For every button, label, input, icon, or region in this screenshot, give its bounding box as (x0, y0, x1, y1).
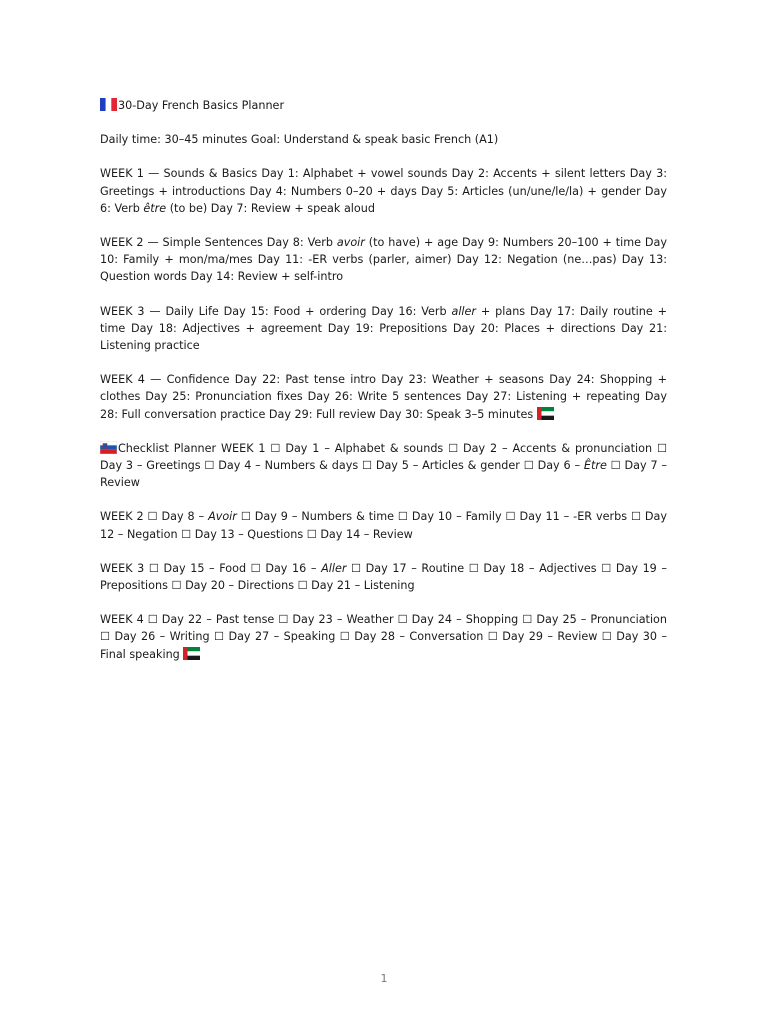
title-text: 30-Day French Basics Planner (118, 99, 285, 112)
checklist-aller: Aller (321, 561, 347, 575)
week-2-paragraph: WEEK 2 — Simple Sentences Day 8: Verb avoir (to have) + age Day 9: Numbers 20–100 + time Day 10: Family + mon/ma/mes Day 11: -ER verbs (parler, aimer) Day 12: Negation (ne…pas) Day 13: Question words Day 14: Review + self-intro (100, 236, 667, 284)
checklist-avoir: Avoir (208, 510, 237, 524)
slovenia-flag-icon (100, 441, 117, 454)
verb-aller: aller (451, 304, 477, 318)
uae-flag-icon (537, 407, 554, 420)
page-number: 1 (380, 972, 388, 985)
week-3-paragraph: WEEK 3 — Daily Life Day 15: Food + ordering Day 16: Verb aller + plans Day 17: Daily routine + time Day 18: Adjectives + agreement Day 19: Prepositions Day 20: Places + directions Day 21: Listening practice (100, 304, 667, 353)
checklist-etre: Être (583, 459, 607, 473)
checklist-week-1: Checklist Planner WEEK 1 ☐ Day 1 – Alphabet & sounds ☐ Day 2 – Accents & pronunciation ☐ Day 3 – Greetings ☐ Day 4 – Numbers & days ☐ Day 5 – Articles & gender ☐ Day 6 – Être ☐ Day 7 – Review (100, 441, 667, 490)
document-title (100, 97, 667, 114)
france-flag-icon (100, 98, 117, 111)
week-4-paragraph: WEEK 4 — Confidence Day 22: Past tense intro Day 23: Weather + seasons Day 24: Shopping + clothes Day 25: Pronunciation fixes Day 26: Write 5 sentences Day 27: Listening + repeating Day 28: Full conversation practice Day 29: Full review Day 30: Speak 3–5 minutes (100, 373, 667, 421)
verb-etre: être (143, 201, 167, 215)
document-page (100, 97, 667, 680)
uae-flag-icon (183, 647, 200, 660)
week-1-paragraph: WEEK 1 — Sounds & Basics Day 1: Alphabet + vowel sounds Day 2: Accents + silent letters Day 3: Greetings + introductions Day 4: Numbers 0–20 + days Day 5: Articles (un/une/le/la) + gender Day 6: Verb être (to be) Day 7: Review + speak aloud (100, 167, 667, 215)
verb-avoir: avoir (336, 236, 365, 250)
intro-line: Daily time: 30–45 minutes Goal: Understand & speak basic French (A1) (100, 133, 499, 147)
checklist-week-3: WEEK 3 ☐ Day 15 – Food ☐ Day 16 – Aller ☐ Day 17 – Routine ☐ Day 18 – Adjectives ☐ Day 19 – Prepositions ☐ Day 20 – Directions ☐ Day 21 – Listening (100, 561, 668, 593)
checklist-week-2: WEEK 2 ☐ Day 8 – Avoir ☐ Day 9 – Numbers & time ☐ Day 10 – Family ☐ Day 11 – -ER verbs ☐ Day 12 – Negation ☐ Day 13 – Questions ☐ Day 14 – Review (100, 510, 667, 541)
checklist-week-4: WEEK 4 ☐ Day 22 – Past tense ☐ Day 23 – Weather ☐ Day 24 – Shopping ☐ Day 25 – Pronunciation ☐ Day 26 – Writing ☐ Day 27 – Speaking ☐ Day 28 – Conversation ☐ Day 29 – Review ☐ Day 30 – Final speaking (100, 613, 667, 661)
